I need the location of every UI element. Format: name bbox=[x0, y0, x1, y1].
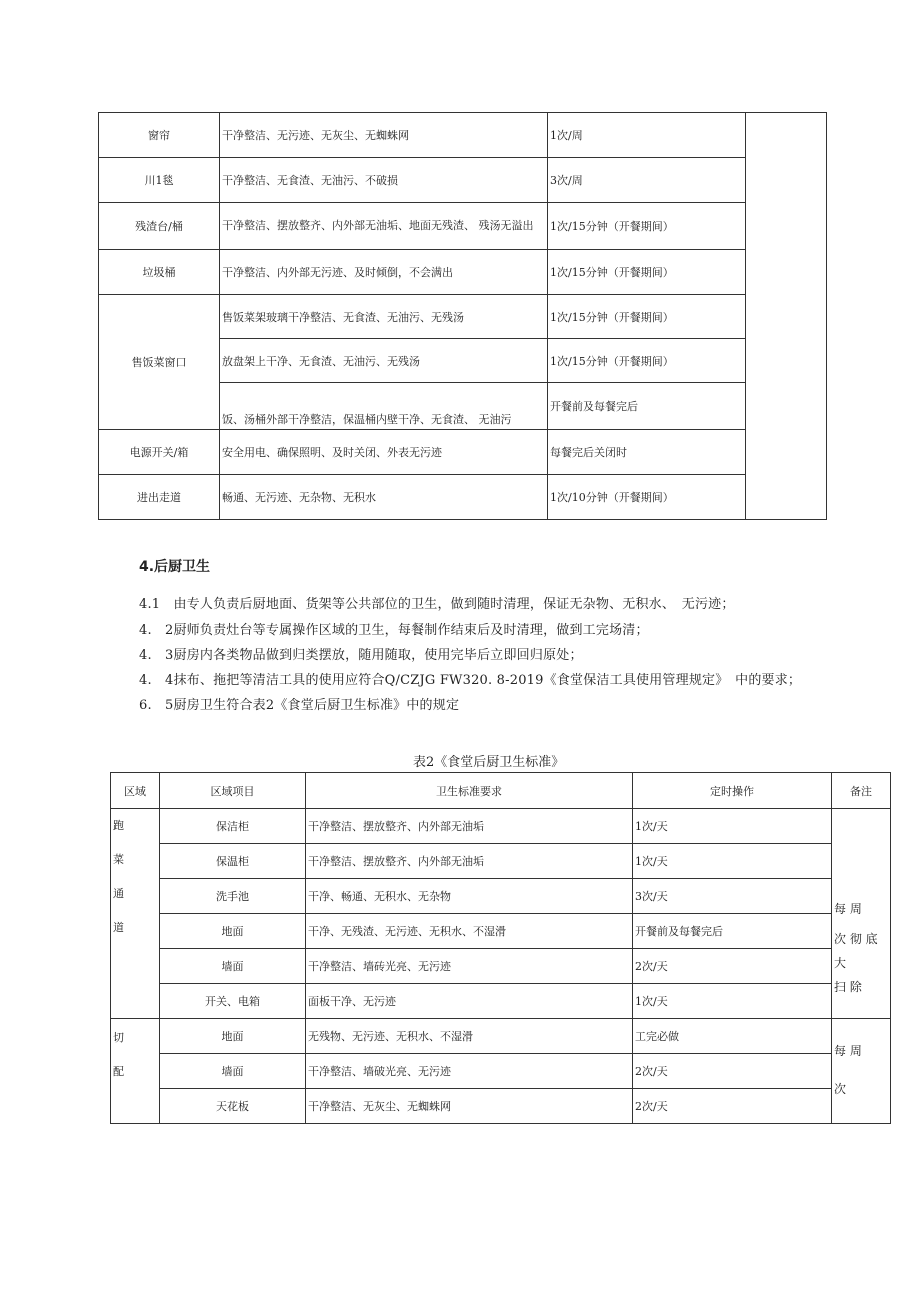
standard-cell: 售饭菜架玻璃干净整洁、无食渣、无油污、无残汤 bbox=[220, 295, 548, 339]
standard-cell: 饭、汤桶外部干净整洁，保温桶内壁干净、无食渣、 无油污 bbox=[220, 383, 548, 430]
standard-cell: 干净整洁、无污迹、无灰尘、无蜘蛛网 bbox=[220, 113, 548, 158]
standard-cell: 干净、无残渣、无污迹、无积水、不湿滑 bbox=[306, 914, 633, 949]
table-row bbox=[111, 879, 891, 914]
zone-char: 道 bbox=[113, 921, 124, 934]
remark-cell bbox=[832, 1019, 891, 1124]
standard-cell: 干净整洁、内外部无污迹、及时倾倒，不会满出 bbox=[220, 250, 548, 295]
frequency-cell: 1次/周 bbox=[548, 113, 746, 158]
frequency-cell: 1次/15分钟（开餐期间） bbox=[548, 339, 746, 383]
item-cell: 洗手池 bbox=[160, 879, 306, 914]
item-cell: 垃圾桶 bbox=[99, 250, 220, 295]
frequency-cell: 3次/周 bbox=[548, 158, 746, 203]
standard-cell: 干净整洁、摆放整齐、内外部无油垢 bbox=[306, 809, 633, 844]
table-row bbox=[99, 158, 827, 203]
zone-char: 菜 bbox=[113, 853, 124, 866]
item-cell: 墙面 bbox=[160, 949, 306, 984]
remark-cell bbox=[746, 113, 827, 520]
standard-cell: 畅通、无污迹、无杂物、无积水 bbox=[220, 475, 548, 520]
frequency-cell: 1次/15分钟（开餐期间） bbox=[548, 250, 746, 295]
frequency-cell: 2次/天 bbox=[633, 949, 832, 984]
remark-line: 次 bbox=[834, 1082, 847, 1096]
paragraph: 4. 3厨房内各类物品做到归类摆放，随用随取，使用完毕后立即回归原处； bbox=[139, 648, 583, 663]
table-row bbox=[99, 295, 827, 339]
hygiene-table-1 bbox=[98, 112, 827, 520]
paragraph: 4. 2厨师负责灶台等专属操作区域的卫生，每餐制作结束后及时清理，做到工完场清； bbox=[139, 623, 649, 638]
paragraph: 4. 4抹布、拖把等清洁工具的使用应符合Q/CZJG FW320. 8-2019《食堂保洁工具使用管理规定》 中的要求； bbox=[139, 673, 802, 688]
item-cell: 墙面 bbox=[160, 1054, 306, 1089]
frequency-cell: 1次/10分钟（开餐期间） bbox=[548, 475, 746, 520]
table-row bbox=[99, 250, 827, 295]
table-header-row bbox=[111, 773, 891, 809]
standard-cell: 干净、畅通、无积水、无杂物 bbox=[306, 879, 633, 914]
item-cell: 保洁柜 bbox=[160, 809, 306, 844]
remark-line: 每 周 bbox=[834, 1044, 862, 1058]
frequency-cell: 1次/天 bbox=[633, 844, 832, 879]
zone-char: 配 bbox=[113, 1065, 124, 1078]
table-row bbox=[99, 203, 827, 250]
frequency-cell: 每餐完后关闭时 bbox=[548, 430, 746, 475]
item-cell: 窗帘 bbox=[99, 113, 220, 158]
table-caption: 表2《食堂后厨卫生标准》 bbox=[413, 755, 565, 770]
table-row bbox=[111, 914, 891, 949]
column-header: 卫生标准要求 bbox=[306, 773, 633, 809]
paragraph: 4.1 由专人负责后厨地面、货架等公共部位的卫生，做到随时清理，保证无杂物、无积水、 无污迹； bbox=[139, 597, 735, 612]
column-header: 备注 bbox=[832, 773, 891, 809]
remark-cell bbox=[832, 809, 891, 1019]
item-cell: 售饭菜窗口 bbox=[99, 295, 220, 430]
item-cell: 开关、电箱 bbox=[160, 984, 306, 1019]
column-header: 区域 bbox=[111, 773, 160, 809]
frequency-cell: 开餐前及每餐完后 bbox=[633, 914, 832, 949]
item-cell: 电源开关/箱 bbox=[99, 430, 220, 475]
frequency-cell: 3次/天 bbox=[633, 879, 832, 914]
zone-cell bbox=[111, 1019, 160, 1124]
frequency-cell: 2次/天 bbox=[633, 1054, 832, 1089]
frequency-cell: 工完必做 bbox=[633, 1019, 832, 1054]
item-cell: 天花板 bbox=[160, 1089, 306, 1124]
standard-cell: 无残物、无污迹、无积水、不湿滑 bbox=[306, 1019, 633, 1054]
item-cell: 进出走道 bbox=[99, 475, 220, 520]
column-header: 区域项目 bbox=[160, 773, 306, 809]
table-row bbox=[111, 984, 891, 1019]
item-cell: 地面 bbox=[160, 914, 306, 949]
standard-cell: 干净整洁、无食渣、无油污、不破损 bbox=[220, 158, 548, 203]
zone-char: 切 bbox=[113, 1031, 124, 1044]
table-row bbox=[111, 949, 891, 984]
item-cell: 保温柜 bbox=[160, 844, 306, 879]
hygiene-table-2 bbox=[110, 772, 891, 1124]
frequency-cell: 开餐前及每餐完后 bbox=[548, 383, 746, 430]
zone-char: 通 bbox=[113, 887, 124, 900]
standard-cell: 面板干净、无污迹 bbox=[306, 984, 633, 1019]
paragraph: 6. 5厨房卫生符合表2《食堂后厨卫生标准》中的规定 bbox=[139, 698, 460, 713]
standard-cell: 干净整洁、墙砖光亮、无污迹 bbox=[306, 949, 633, 984]
standard-cell: 干净整洁、墙破光亮、无污迹 bbox=[306, 1054, 633, 1089]
zone-char: 跑 bbox=[113, 819, 124, 832]
frequency-cell: 1次/15分钟（开餐期间） bbox=[548, 203, 746, 250]
section-title: 4.后厨卫生 bbox=[139, 559, 211, 575]
table-row bbox=[99, 113, 827, 158]
frequency-cell: 1次/天 bbox=[633, 809, 832, 844]
item-cell: 川1毯 bbox=[99, 158, 220, 203]
item-cell: 残渣台/桶 bbox=[99, 203, 220, 250]
table-row bbox=[111, 809, 891, 844]
table-row bbox=[99, 475, 827, 520]
frequency-cell: 1次/15分钟（开餐期间） bbox=[548, 295, 746, 339]
standard-cell: 放盘架上干净、无食渣、无油污、无残汤 bbox=[220, 339, 548, 383]
table-row bbox=[111, 1089, 891, 1124]
standard-cell: 干净整洁、摆放整齐、内外部无油垢 bbox=[306, 844, 633, 879]
table-row bbox=[111, 1054, 891, 1089]
standard-cell: 安全用电、确保照明、及时关闭、外表无污迹 bbox=[220, 430, 548, 475]
frequency-cell: 1次/天 bbox=[633, 984, 832, 1019]
frequency-cell: 2次/天 bbox=[633, 1089, 832, 1124]
remark-line: 每 周 bbox=[834, 902, 862, 916]
table-row bbox=[111, 844, 891, 879]
remark-line: 大 bbox=[834, 956, 847, 970]
remark-line: 次 彻 底 bbox=[834, 932, 878, 946]
standard-cell: 干净整洁、摆放整齐、内外部无油垢、地面无残渣、 残汤无溢出 bbox=[220, 203, 548, 250]
table-row bbox=[111, 1019, 891, 1054]
table-row bbox=[99, 430, 827, 475]
zone-cell bbox=[111, 809, 160, 1019]
column-header: 定时操作 bbox=[633, 773, 832, 809]
item-cell: 地面 bbox=[160, 1019, 306, 1054]
standard-cell: 干净整洁、无灰尘、无蜘蛛网 bbox=[306, 1089, 633, 1124]
remark-line: 扫 除 bbox=[834, 980, 862, 994]
